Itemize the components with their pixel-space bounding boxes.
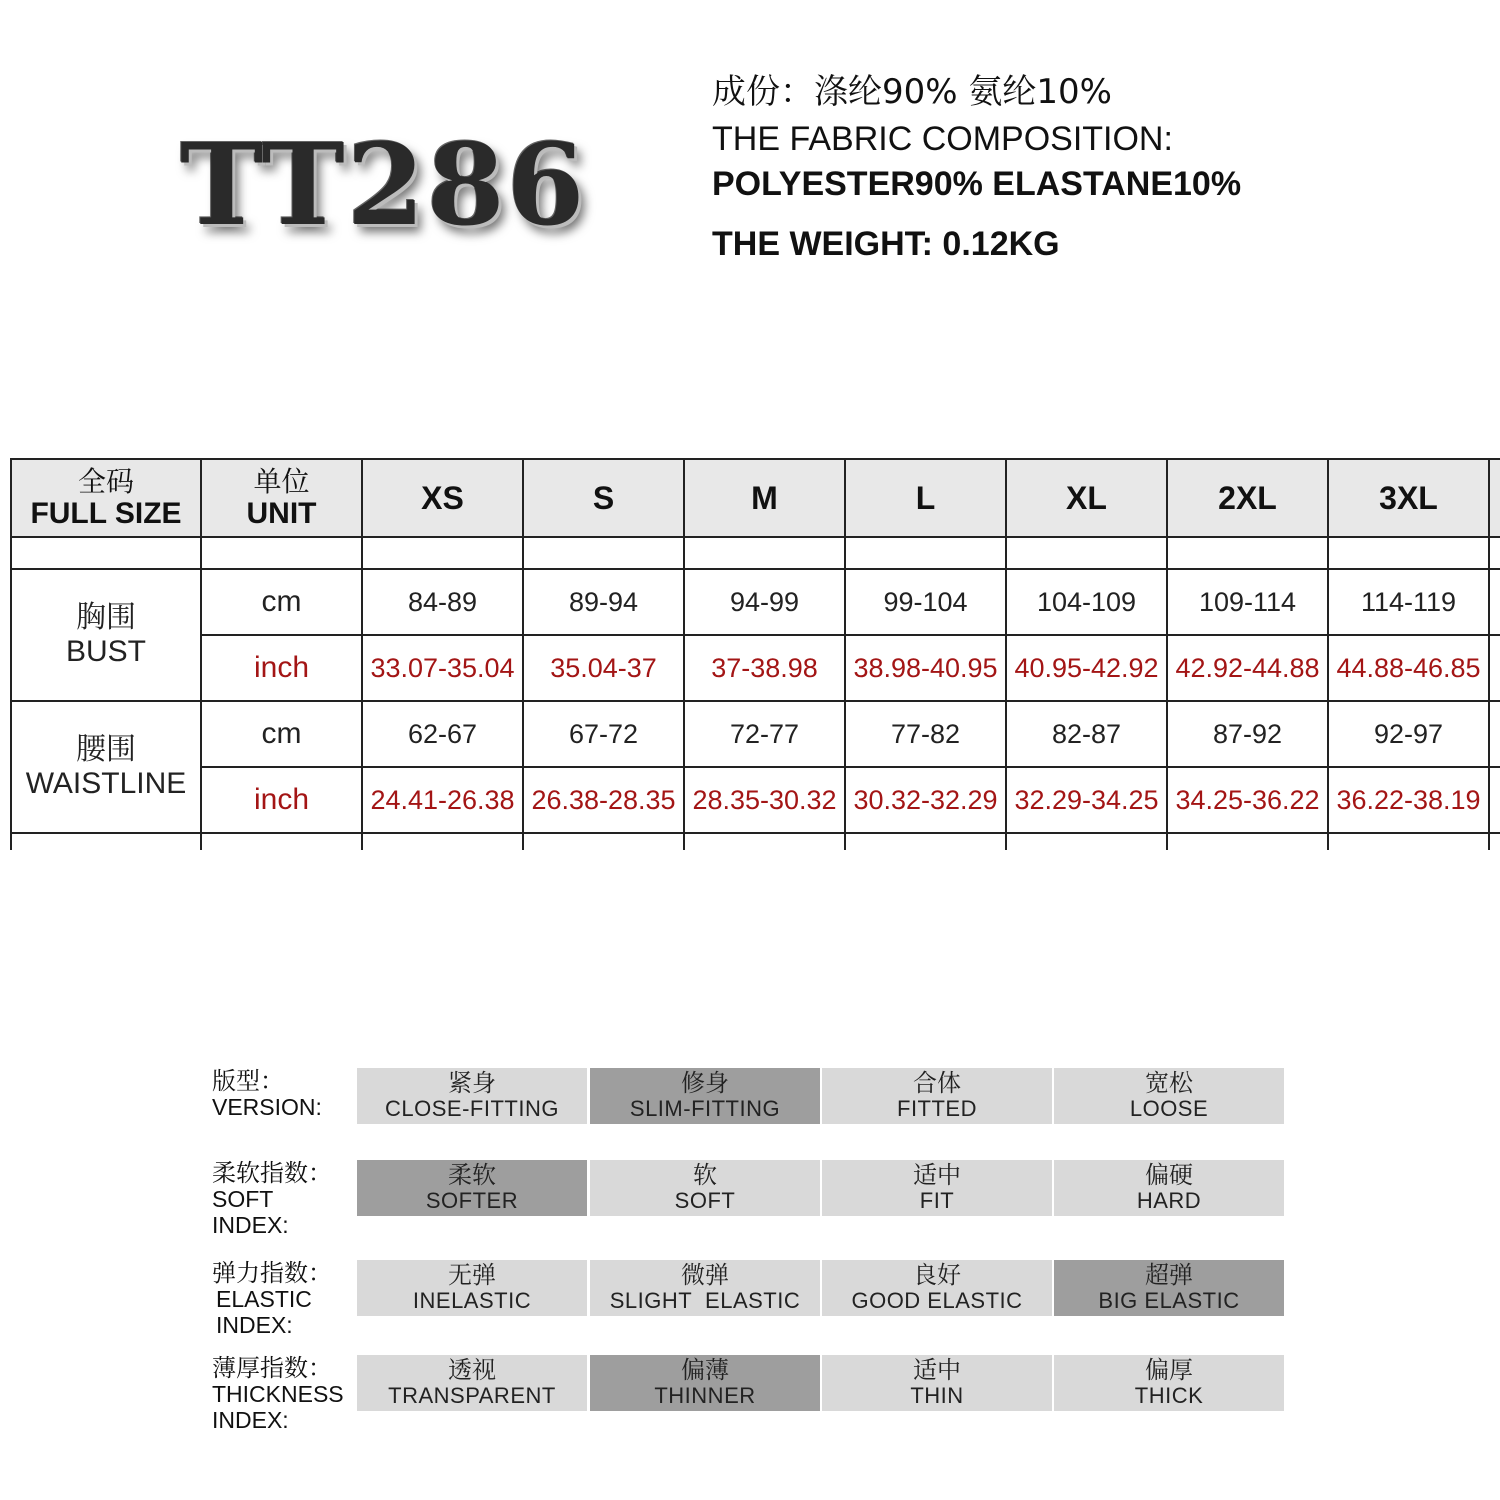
size-m: M bbox=[684, 459, 845, 537]
unit-header bbox=[201, 459, 362, 537]
table-cell: 84-89 bbox=[362, 569, 523, 635]
table-cell: 33.07-35.04 bbox=[362, 635, 523, 701]
waist-cn: 腰围 bbox=[76, 733, 136, 766]
size-s: S bbox=[523, 459, 684, 537]
table-cell: 77-82 bbox=[845, 701, 1006, 767]
table-cell: 72-77 bbox=[684, 701, 845, 767]
option-good-elastic: 良好 GOOD ELASTIC bbox=[822, 1260, 1052, 1316]
index-label-en-2: INDEX: bbox=[212, 1407, 289, 1433]
option-soft: 软 SOFT bbox=[590, 1160, 820, 1216]
option-big-elastic: 超弹 BIG ELASTIC bbox=[1054, 1260, 1284, 1316]
fabric-composition-cn: 成份：涤纶90% 氨纶10% bbox=[712, 72, 1112, 112]
full-size-en: FULL SIZE bbox=[30, 497, 182, 530]
option-loose: 宽松 LOOSE bbox=[1054, 1068, 1284, 1124]
index-label-en: ELASTIC bbox=[216, 1286, 312, 1312]
table-cell: 82-87 bbox=[1006, 701, 1167, 767]
header-overflow-cell bbox=[1489, 459, 1500, 537]
unit-en: UNIT bbox=[246, 497, 317, 530]
bust-cm-row bbox=[11, 569, 1500, 635]
table-cell: 32.29-34.25 bbox=[1006, 767, 1167, 833]
spacer-row bbox=[11, 537, 1500, 569]
index-label-en: VERSION: bbox=[212, 1094, 322, 1120]
size-2xl: 2XL bbox=[1167, 459, 1328, 537]
bust-en: BUST bbox=[65, 635, 146, 668]
soft-index bbox=[212, 1160, 1312, 1244]
table-cell: 34.25-36.22 bbox=[1167, 767, 1328, 833]
table-cell: 94-99 bbox=[684, 569, 845, 635]
table-cell: 30.32-32.29 bbox=[845, 767, 1006, 833]
table-cell: 38.98-40.95 bbox=[845, 635, 1006, 701]
unit-cn: 单位 bbox=[253, 466, 310, 497]
waist-cm-row bbox=[11, 701, 1500, 767]
waist-inch-row bbox=[11, 767, 1500, 833]
option-close-fitting: 紧身 CLOSE-FITTING bbox=[357, 1068, 587, 1124]
index-label-en: THICKNESS bbox=[212, 1381, 344, 1407]
table-cell: 42.92-44.88 bbox=[1167, 635, 1328, 701]
index-label bbox=[212, 1068, 352, 1120]
bust-label bbox=[11, 569, 201, 701]
table-cell: 26.38-28.35 bbox=[523, 767, 684, 833]
index-label bbox=[212, 1355, 352, 1433]
index-label-en: SOFT bbox=[212, 1186, 274, 1212]
option-hard: 偏硬 HARD bbox=[1054, 1160, 1284, 1216]
cut-off-row bbox=[11, 833, 1500, 850]
size-xs: XS bbox=[362, 459, 523, 537]
option-fitted: 合体 FITTED bbox=[822, 1068, 1052, 1124]
option-transparent: 透视 TRANSPARENT bbox=[357, 1355, 587, 1411]
size-chart bbox=[10, 458, 1500, 850]
bust-cn: 胸围 bbox=[76, 601, 136, 634]
table-cell: 44.88-46.85 bbox=[1328, 635, 1489, 701]
table-cell: 36.22-38.19 bbox=[1328, 767, 1489, 833]
index-label-cn: 柔软指数： bbox=[212, 1159, 332, 1187]
index-label-cn: 版型： bbox=[212, 1067, 284, 1095]
index-label-cn: 薄厚指数： bbox=[212, 1354, 332, 1382]
option-thin: 适中 THIN bbox=[822, 1355, 1052, 1411]
size-3xl: 3XL bbox=[1328, 459, 1489, 537]
option-thinner: 偏薄 THINNER bbox=[590, 1355, 820, 1411]
option-slight-elastic: 微弹 SLIGHT ELASTIC bbox=[590, 1260, 820, 1316]
option-thick: 偏厚 THICK bbox=[1054, 1355, 1284, 1411]
option-fit: 适中 FIT bbox=[822, 1160, 1052, 1216]
option-inelastic: 无弹 INELASTIC bbox=[357, 1260, 587, 1316]
table-cell: 114-119 bbox=[1328, 569, 1489, 635]
waist-label bbox=[11, 701, 201, 833]
index-label-en-2: INDEX: bbox=[212, 1212, 289, 1238]
fabric-weight: THE WEIGHT: 0.12KG bbox=[712, 225, 1060, 263]
table-cell: 99-104 bbox=[845, 569, 1006, 635]
table-cell: 67-72 bbox=[523, 701, 684, 767]
unit-inch: inch bbox=[201, 767, 362, 833]
unit-inch: inch bbox=[201, 635, 362, 701]
table-cell: 104-109 bbox=[1006, 569, 1167, 635]
version-index bbox=[212, 1068, 1312, 1128]
size-header-row bbox=[11, 459, 1500, 537]
table-cell: 62-67 bbox=[362, 701, 523, 767]
table-cell: 28.35-30.32 bbox=[684, 767, 845, 833]
fabric-composition-title: THE FABRIC COMPOSITION: bbox=[712, 120, 1173, 158]
fabric-composition-value: POLYESTER90% ELASTANE10% bbox=[712, 165, 1242, 203]
table-cell: 109-114 bbox=[1167, 569, 1328, 635]
fabric-info bbox=[712, 70, 1472, 264]
brand-logo bbox=[180, 120, 587, 260]
size-l: L bbox=[845, 459, 1006, 537]
full-size-header bbox=[11, 459, 201, 537]
table-cell: 35.04-37 bbox=[523, 635, 684, 701]
option-softer: 柔软 SOFTER bbox=[357, 1160, 587, 1216]
elastic-index bbox=[212, 1260, 1312, 1344]
table-cell: 92-97 bbox=[1328, 701, 1489, 767]
waist-en: WAISTLINE bbox=[25, 767, 187, 800]
unit-cm: cm bbox=[201, 701, 362, 767]
table-cell: 87-92 bbox=[1167, 701, 1328, 767]
thickness-index bbox=[212, 1355, 1312, 1439]
index-label bbox=[212, 1260, 352, 1338]
table-cell: 37-38.98 bbox=[684, 635, 845, 701]
table-cell: 40.95-42.92 bbox=[1006, 635, 1167, 701]
option-slim-fitting: 修身 SLIM-FITTING bbox=[590, 1068, 820, 1124]
index-label-en-2: INDEX: bbox=[216, 1312, 293, 1338]
table-cell: 89-94 bbox=[523, 569, 684, 635]
full-size-cn: 全码 bbox=[77, 466, 134, 497]
unit-cm: cm bbox=[201, 569, 362, 635]
size-xl: XL bbox=[1006, 459, 1167, 537]
logo-text: TT286 bbox=[180, 120, 587, 251]
index-label-cn: 弹力指数： bbox=[212, 1259, 332, 1287]
index-label bbox=[212, 1160, 352, 1238]
table-cell: 24.41-26.38 bbox=[362, 767, 523, 833]
bust-inch-row bbox=[11, 635, 1500, 701]
